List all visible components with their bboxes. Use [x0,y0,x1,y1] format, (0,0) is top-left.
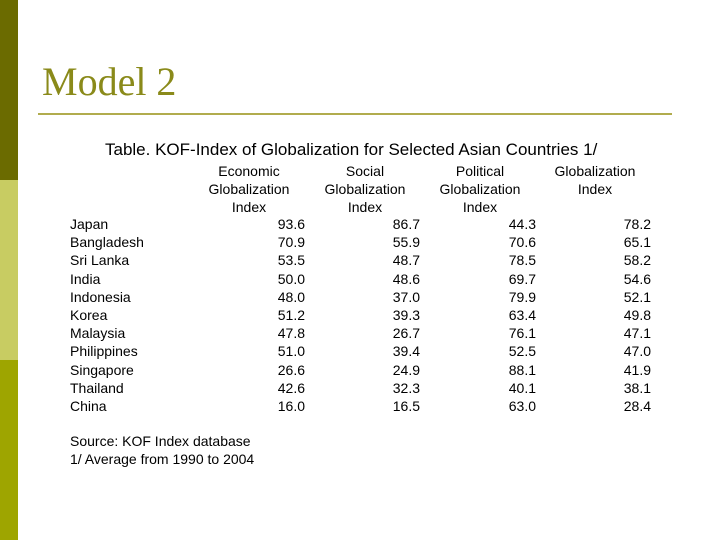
column-header-economic: Economic Globalization Index [208,163,290,215]
accent-band-middle [0,180,18,360]
cell-political: 70.6 [508,234,536,251]
cell-economic: 51.2 [277,307,305,323]
cell-globalization: 52.1 [623,288,651,305]
cell-social: 39.4 [392,343,420,360]
slide-title: Model 2 [42,59,177,104]
cell-political: 63.4 [508,307,536,323]
cell-political: 40.1 [508,379,536,396]
row-label-philippines: Philippines [70,343,138,360]
row-label-bangladesh: Bangladesh [70,234,144,251]
cell-economic: 42.6 [277,379,305,396]
cell-economic: 70.9 [277,234,305,251]
cell-globalization: 38.1 [623,379,651,396]
cell-political: 76.1 [508,325,536,342]
cell-globalization: 65.1 [623,234,651,251]
cell-social: 24.9 [392,361,420,378]
row-label-singapore: Singapore [70,361,134,378]
cell-economic: 47.8 [277,325,305,342]
cell-globalization: 58.2 [623,252,651,269]
cell-social: 16.5 [392,398,420,414]
cell-globalization: 49.8 [623,307,651,323]
column-header-social: Social Globalization Index [324,163,406,215]
cell-social: 37.0 [392,288,420,305]
row-label-japan: Japan [70,216,109,232]
cell-globalization: 54.6 [623,270,651,287]
accent-band-bottom [0,360,18,540]
cell-globalization: 78.2 [623,216,651,232]
cell-political: 52.5 [508,343,536,360]
cell-political: 78.5 [508,252,536,269]
cell-economic: 50.0 [277,270,305,287]
cell-social: 39.3 [392,307,420,323]
cell-globalization: 41.9 [623,361,651,378]
row-label-indonesia: Indonesia [70,288,131,305]
cell-economic: 48.0 [277,288,305,305]
source-note: Source: KOF Index database [70,433,251,449]
cell-social: 32.3 [392,379,420,396]
accent-band-top [0,0,18,180]
row-label-china: China [70,398,107,414]
row-label-korea: Korea [70,307,108,323]
row-label-india: India [70,270,101,287]
cell-political: 44.3 [508,216,536,232]
cell-social: 48.6 [392,270,420,287]
cell-social: 86.7 [392,216,420,232]
cell-social: 48.7 [392,252,420,269]
row-label-sri-lanka: Sri Lanka [70,252,130,269]
cell-economic: 16.0 [277,398,305,414]
footnote: 1/ Average from 1990 to 2004 [70,451,255,467]
table-caption: Table. KOF-Index of Globalization for Selected Asian Countries 1/ [105,140,598,159]
cell-economic: 93.6 [277,216,305,232]
cell-political: 63.0 [508,398,536,414]
cell-social: 26.7 [392,325,420,342]
cell-political: 88.1 [508,361,536,378]
title-divider [38,113,672,115]
column-header-political: Political Globalization Index [439,163,521,215]
cell-economic: 26.6 [277,361,305,378]
cell-political: 69.7 [508,270,536,287]
cell-economic: 51.0 [277,343,305,360]
cell-social: 55.9 [392,234,420,251]
column-header-globalization: Globalization Index [554,163,636,197]
row-label-malaysia: Malaysia [70,325,126,342]
cell-globalization: 47.0 [623,343,651,360]
cell-globalization: 47.1 [623,325,651,342]
row-label-thailand: Thailand [70,379,124,396]
cell-economic: 53.5 [277,252,305,269]
cell-political: 79.9 [508,288,536,305]
cell-globalization: 28.4 [623,398,651,414]
